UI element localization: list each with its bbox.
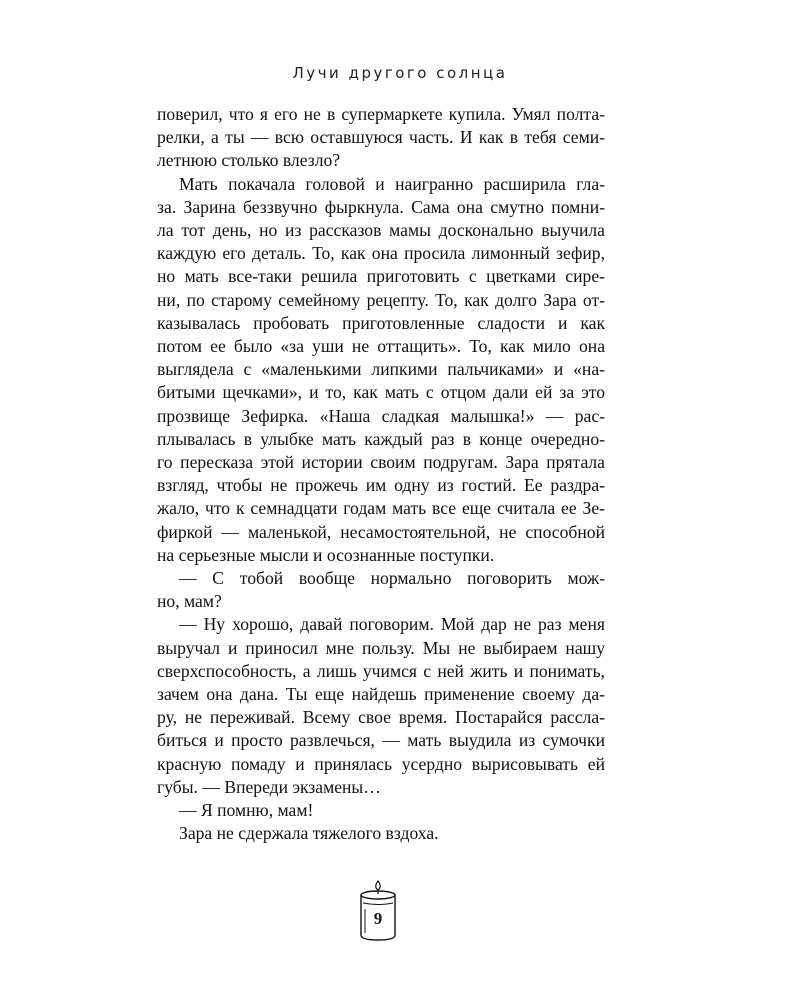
text-line: летнюю столько влезло? <box>157 150 341 171</box>
text-line: сверхспособность, а лишь учимся с ней жить и понимать, <box>157 660 605 681</box>
page-number: 9 <box>373 909 383 928</box>
text-line: зачем она дана. Ты еще найдешь применение своему да- <box>157 684 605 705</box>
text-line: на серьезные мысли и осознанные поступки. <box>157 544 495 565</box>
text-line: ни, по старому семейному рецепту. То, как долго Зара от- <box>157 289 605 310</box>
text-line: поверил, что я его не в супермаркете купила. Умял полта- <box>157 104 605 124</box>
text-line: битыми щечками», и то, как мать с отцом дали ей за это <box>157 382 605 403</box>
text-line: за. Зарина беззвучно фыркнула. Сама она смутно помни- <box>157 196 605 217</box>
body-text <box>157 103 605 846</box>
text-line: — Я помню, мам! <box>179 800 314 821</box>
text-line: каждую его деталь. То, как она просила лимонный зефир, <box>157 243 605 264</box>
text-line: — Ну хорошо, давай поговорим. Мой дар не раз меня <box>179 614 605 635</box>
text-line: Зара не сдержала тяжелого вздоха. <box>179 823 439 844</box>
text-line: прозвище Зефирка. «Наша сладкая малышка!» — рас- <box>157 405 605 426</box>
text-line: взгляд, чтобы не прожечь им одну из гостий. Ее раздра- <box>157 475 605 496</box>
text-line: жало, что к семнадцати годам мать все еще считала ее Зе- <box>157 498 605 519</box>
text-line: Мать покачала головой и наигранно расширила гла- <box>179 173 605 194</box>
text-line: биться и просто развлечься, — мать выудила из сумочки <box>157 730 605 751</box>
text-line: ру, не переживай. Всему свое время. Постарайся рассла- <box>157 707 605 728</box>
text-line: но, мам? <box>157 591 222 612</box>
text-line: фиркой — маленькой, несамостоятельной, не способной <box>157 521 605 542</box>
text-line: релки, а ты — всю оставшуюся часть. И как в тебя семи- <box>157 127 605 148</box>
text-line: потом ее было «за уши не оттащить». То, как мило она <box>157 336 605 357</box>
running-header: Лучи другого солнца <box>292 64 508 82</box>
text-line: казывалась пробовать приготовленные сладости и как <box>157 312 605 333</box>
text-line: выглядела с «маленькими липкими пальчиками» и «на- <box>157 359 605 380</box>
text-line: выручал и приносил мне пользу. Мы не выбираем нашу <box>157 637 605 658</box>
text-line: го пересказа этой истории своим подругам. Зара прятала <box>157 452 605 473</box>
text-line: — С тобой вообще нормально поговорить мож- <box>179 568 605 589</box>
text-line: плывалась в улыбке мать каждый раз в конце очередно- <box>157 428 605 449</box>
page-number-candle <box>353 875 403 945</box>
text-line: красную помаду и принялась усердно вырисовывать ей <box>157 753 605 774</box>
text-line: губы. — Впереди экзамены… <box>157 776 381 797</box>
text-line: ла тот день, но из рассказов мамы досконально выучила <box>157 220 605 241</box>
text-line: но мать все-таки решила приготовить с цветками сире- <box>157 266 605 287</box>
